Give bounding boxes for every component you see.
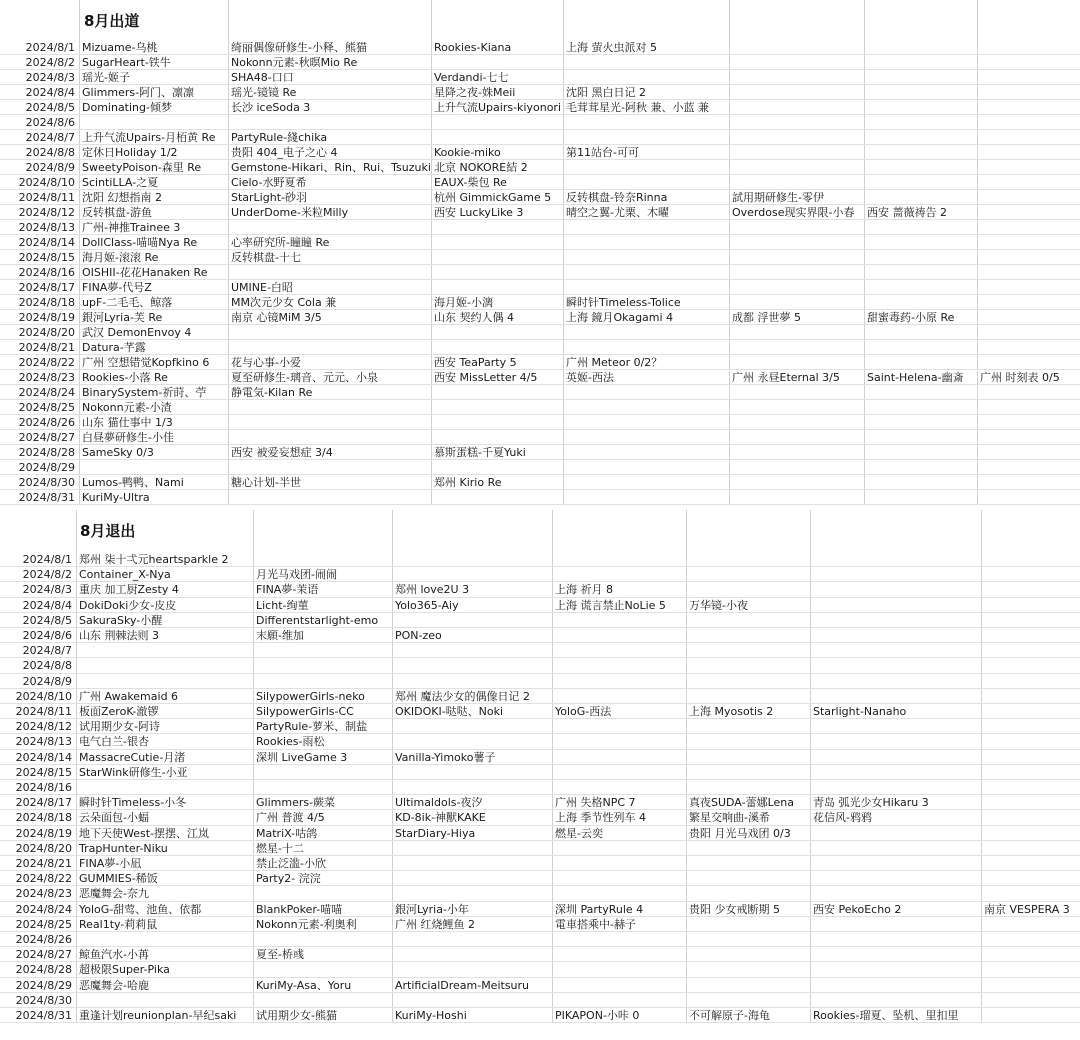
entry-cell[interactable]: StarDiary-Hiya	[395, 826, 476, 840]
row-divider	[0, 504, 1080, 505]
date-cell[interactable]: 2024/8/26	[15, 933, 72, 946]
entry-cell[interactable]: YoloG-西法	[555, 705, 612, 718]
date-cell[interactable]: 2024/8/9	[25, 161, 75, 174]
entry-cell[interactable]: 山东 契约人偶 4	[434, 311, 514, 324]
entry-cell[interactable]: PIKAPON-小咔 0	[555, 1009, 640, 1022]
entry-cell[interactable]: 沈阳 幻想指南 2	[82, 191, 162, 204]
entry-cell[interactable]: 西安 TeaParty 5	[434, 356, 517, 369]
entry-cell[interactable]: TrapHunter-Niku	[79, 841, 168, 855]
entry-cell[interactable]: Dominating-倾梦	[82, 101, 172, 114]
date-cell[interactable]: 2024/8/23	[18, 371, 75, 384]
entry-cell[interactable]: 瑶光-姬子	[82, 71, 130, 84]
date-cell[interactable]: 2024/8/6	[25, 116, 75, 129]
entry-cell[interactable]: GUMMIES-稀饭	[79, 872, 158, 886]
entry-cell[interactable]: 海月姬-小漓	[434, 296, 493, 309]
entry-cell[interactable]: 禁止泛滥-小欣	[256, 857, 326, 870]
entry-cell[interactable]: 反转棋盘-游鱼	[82, 206, 152, 219]
date-cell[interactable]: 2024/8/5	[25, 101, 75, 114]
entry-cell[interactable]: 武汉 DemonEnvoy 4	[82, 326, 192, 339]
date-cell[interactable]: 2024/8/7	[22, 644, 72, 658]
date-cell[interactable]: 2024/8/12	[18, 206, 75, 219]
row-divider	[0, 946, 1080, 947]
entry-cell[interactable]: upF-二毛毛、鲸落	[82, 296, 173, 309]
date-cell[interactable]: 2024/8/18	[18, 296, 75, 309]
entry-cell[interactable]: 白昼夢研修生-小佳	[82, 431, 174, 444]
date-cell[interactable]: 2024/8/12	[15, 720, 72, 734]
entry-cell[interactable]: OKIDOKI-哒哒、Noki	[395, 705, 504, 718]
entry-cell[interactable]: EAUX-柴包 Re	[434, 176, 507, 189]
date-cell[interactable]: 2024/8/15	[18, 251, 75, 264]
entry-cell[interactable]: Verdandi-七七	[434, 71, 509, 84]
entry-cell[interactable]: SilypowerGirls-neko	[256, 689, 365, 703]
entry-cell[interactable]: 广州 永昼Eternal 3/5	[732, 371, 840, 384]
date-cell[interactable]: 2024/8/3	[25, 71, 75, 84]
entry-cell[interactable]: 瑶光-镜镜 Re	[231, 86, 297, 99]
entry-cell[interactable]: Ultimaldols-夜汐	[395, 796, 483, 810]
entry-cell[interactable]: UMINE-白昭	[231, 281, 293, 294]
entry-cell[interactable]: Rookies-雨松	[256, 735, 325, 749]
entry-cell[interactable]: Nokonn元素-秋暝Mio Re	[231, 56, 358, 69]
entry-cell[interactable]: 上升气流Upairs-月栢黄 Re	[82, 131, 216, 144]
row-divider	[0, 733, 1080, 734]
entry-cell[interactable]: 上海 鏡月Okagami 4	[566, 311, 674, 324]
entry-cell[interactable]: 上海 季节性列车 4	[555, 811, 646, 825]
date-cell[interactable]: 2024/8/4	[25, 86, 75, 99]
entry-cell[interactable]: 广州 时刻表 0/5	[980, 371, 1060, 384]
row-divider	[0, 885, 1080, 886]
date-cell[interactable]: 2024/8/30	[18, 476, 75, 489]
entry-cell[interactable]: 广州 普渡 4/5	[256, 811, 325, 825]
entry-cell[interactable]: 西安 MissLetter 4/5	[434, 371, 538, 384]
row-divider	[0, 992, 1080, 993]
entry-cell[interactable]: 晴空之翼-尤栗、木曜	[566, 206, 669, 219]
entry-cell[interactable]: 广州 Awakemaid 6	[79, 689, 179, 703]
entry-cell[interactable]: FINA夢-代号Z	[82, 281, 152, 294]
entry-cell[interactable]: Glimmers-阿门、凛凛	[82, 86, 195, 99]
entry-cell[interactable]: 郑州 魔法少女的偶像日记 2	[395, 689, 530, 703]
date-cell[interactable]: 2024/8/8	[22, 659, 72, 673]
date-cell[interactable]: 2024/8/25	[18, 401, 75, 414]
date-cell[interactable]: 2024/8/26	[18, 416, 75, 429]
entry-cell[interactable]: 板面ZeroK-澈锣	[79, 705, 159, 718]
date-cell[interactable]: 2024/8/22	[15, 872, 72, 886]
row-divider	[0, 642, 1080, 643]
date-cell[interactable]: 2024/8/28	[18, 446, 75, 459]
entry-cell[interactable]: SakuraSky-小醒	[79, 613, 163, 627]
entry-cell[interactable]: 郑州 柒十弌元heartsparkle 2	[79, 553, 229, 566]
entry-cell[interactable]: Gemstone-Hikari、Rin、Rui、Tsuzuki	[231, 161, 431, 174]
entry-cell[interactable]: 万华镜-小夜	[689, 598, 748, 612]
entry-cell[interactable]: MatriX-咕鸽	[256, 826, 318, 840]
date-cell[interactable]: 2024/8/13	[18, 221, 75, 234]
debut-sheet	[0, 0, 1080, 510]
entry-cell[interactable]: 广州 失格NPC 7	[555, 796, 636, 810]
entry-cell[interactable]: 北京 NOKORE結 2	[434, 161, 528, 174]
date-cell[interactable]: 2024/8/14	[18, 236, 75, 249]
entry-cell[interactable]: PartyRule-萝米、制盐	[256, 720, 368, 734]
entry-cell[interactable]: BlankPoker-喵喵	[256, 902, 343, 916]
entry-cell[interactable]: KD-8ik-神獸KAKE	[395, 811, 486, 825]
entry-cell[interactable]: DokiDoki少女-皮皮	[79, 598, 177, 612]
date-cell[interactable]: 2024/8/21	[18, 341, 75, 354]
date-cell[interactable]: 2024/8/24	[15, 902, 72, 916]
entry-cell[interactable]: 西安 被爱妄想症 3/4	[231, 446, 333, 459]
entry-cell[interactable]: 西安 LuckyLike 3	[434, 206, 524, 219]
entry-cell[interactable]: 贵阳 404_电子之心 4	[231, 146, 338, 159]
entry-cell[interactable]: 第11站台-可可	[566, 146, 639, 159]
entry-cell[interactable]: Saint-Helena-幽斎	[867, 371, 964, 384]
entry-cell[interactable]: FINA夢-小凪	[79, 857, 142, 870]
entry-cell[interactable]: SHA48-口口	[231, 71, 294, 84]
entry-cell[interactable]: StarLight-砂羽	[231, 191, 307, 204]
entry-cell[interactable]: 月光马戏团-闹闹	[256, 568, 337, 582]
entry-cell[interactable]: 上海 Myosotis 2	[689, 705, 774, 718]
entry-cell[interactable]: ScintiLLA-之夏	[82, 176, 159, 189]
entry-cell[interactable]: 杭州 GimmickGame 5	[434, 191, 552, 204]
date-cell[interactable]: 2024/8/19	[15, 826, 72, 840]
entry-cell[interactable]: 超极限Super-Pika	[79, 963, 170, 977]
date-cell[interactable]: 2024/8/27	[15, 948, 72, 962]
date-cell[interactable]: 2024/8/2	[22, 568, 72, 582]
entry-cell[interactable]: 西安 蔷薇祷告 2	[867, 206, 947, 219]
date-cell[interactable]: 2024/8/14	[15, 750, 72, 764]
date-cell[interactable]: 2024/8/11	[15, 705, 72, 718]
entry-cell[interactable]: 试用期少女-熊猫	[256, 1009, 337, 1022]
entry-cell[interactable]: SameSky 0/3	[82, 446, 154, 459]
entry-cell[interactable]: 电气白兰-银杏	[79, 735, 149, 749]
date-cell[interactable]: 2024/8/31	[15, 1009, 72, 1022]
entry-cell[interactable]: YoloG-甜莺、池鱼、依都	[79, 902, 202, 916]
entry-cell[interactable]: 燃星-云奕	[555, 826, 603, 840]
entry-cell[interactable]: 长沙 iceSoda 3	[231, 101, 311, 114]
entry-cell[interactable]: 广州-神推Trainee 3	[82, 221, 181, 234]
entry-cell[interactable]: 恶魔舞会-哈鹿	[79, 978, 149, 992]
entry-cell[interactable]: 試用期研修生-零伊	[732, 191, 824, 204]
entry-cell[interactable]: 云朵面包-小蝠	[79, 811, 149, 825]
entry-cell[interactable]: Differentstarlight-emo	[256, 613, 379, 627]
row-divider	[0, 931, 1080, 932]
date-cell[interactable]: 2024/8/7	[25, 131, 75, 144]
entry-cell[interactable]: OISHII-花花Hanaken Re	[82, 266, 208, 279]
entry-cell[interactable]: PartyRule-綫chika	[231, 131, 328, 144]
entry-cell[interactable]: Kookie-miko	[434, 146, 501, 159]
entry-cell[interactable]: 花与心事-小爱	[231, 356, 301, 369]
entry-cell[interactable]: 重庆 加工厨Zesty 4	[79, 583, 179, 597]
entry-cell[interactable]: 心率研究所-瞳瞳 Re	[231, 236, 330, 249]
debut-title: 8月出道	[84, 12, 140, 30]
entry-cell[interactable]: Rookies-瑠夏、坠机、里扣里	[813, 1009, 959, 1022]
date-cell[interactable]: 2024/8/31	[18, 491, 75, 504]
entry-cell[interactable]: 反转棋盘-十七	[231, 251, 301, 264]
entry-cell[interactable]: KuriMy-Ultra	[82, 491, 150, 504]
date-cell[interactable]: 2024/8/21	[15, 857, 72, 870]
date-cell[interactable]: 2024/8/27	[18, 431, 75, 444]
entry-cell[interactable]: 糖心计划-半世	[231, 476, 301, 489]
date-cell[interactable]: 2024/8/10	[15, 689, 72, 703]
entry-cell[interactable]: 夏至-桥彧	[256, 948, 304, 962]
entry-cell[interactable]: 瞬时针Timeless-Tolice	[566, 296, 681, 309]
entry-cell[interactable]: KuriMy-Hoshi	[395, 1009, 467, 1022]
row-divider	[0, 459, 1080, 460]
entry-cell[interactable]: 静電気-Kilan Re	[231, 386, 313, 399]
entry-cell[interactable]: 瞬时针Timeless-小冬	[79, 796, 187, 810]
entry-cell[interactable]: 上升气流Upairs-kiyonori	[434, 101, 561, 114]
entry-cell[interactable]: MassacreCutie-月渚	[79, 750, 186, 764]
date-cell[interactable]: 2024/8/16	[15, 781, 72, 794]
entry-cell[interactable]: 沈阳 黑白日记 2	[566, 86, 646, 99]
entry-cell[interactable]: 真夜SUDA-蕾娜Lena	[689, 796, 794, 810]
entry-cell[interactable]: 成都 浮世夢 5	[732, 311, 801, 324]
retire-sheet	[0, 510, 1080, 1040]
entry-cell[interactable]: MM次元少女 Cola 兼	[231, 296, 337, 309]
entry-cell[interactable]: SugarHeart-铁牛	[82, 56, 171, 69]
entry-cell[interactable]: UnderDome-米粒Milly	[231, 206, 349, 219]
entry-cell[interactable]: Starlight-Nanaho	[813, 705, 907, 718]
entry-cell[interactable]: 不可解原子-海龟	[689, 1009, 770, 1022]
entry-cell[interactable]: Glimmers-蕨菜	[256, 796, 336, 810]
entry-cell[interactable]: 銀河Lyria-芙 Re	[82, 311, 163, 324]
entry-cell[interactable]: 南京 VESPERA 3	[984, 902, 1070, 916]
date-cell[interactable]: 2024/8/20	[18, 326, 75, 339]
date-cell[interactable]: 2024/8/3	[22, 583, 72, 597]
entry-cell[interactable]: 銀河Lyria-小年	[395, 902, 469, 916]
date-cell[interactable]: 2024/8/5	[22, 613, 72, 627]
entry-cell[interactable]: Mizuame-乌桃	[82, 41, 158, 54]
date-cell[interactable]: 2024/8/19	[18, 311, 75, 324]
entry-cell[interactable]: 贵阳 月光马戏团 0/3	[689, 826, 791, 840]
date-cell[interactable]: 2024/8/23	[15, 887, 72, 901]
entry-cell[interactable]: 郑州 Kirio Re	[434, 476, 502, 489]
entry-cell[interactable]: Vanilla-Yimoko薯子	[395, 750, 496, 764]
date-cell[interactable]: 2024/8/8	[25, 146, 75, 159]
date-cell[interactable]: 2024/8/1	[25, 41, 75, 54]
entry-cell[interactable]: 西安 PekoEcho 2	[813, 902, 902, 916]
entry-cell[interactable]: Datura-芊露	[82, 341, 146, 354]
date-cell[interactable]: 2024/8/9	[22, 674, 72, 688]
date-cell[interactable]: 2024/8/6	[22, 629, 72, 642]
entry-cell[interactable]: ArtificialDream-Meitsuru	[395, 978, 530, 992]
date-cell[interactable]: 2024/8/13	[15, 735, 72, 749]
entry-cell[interactable]: 花信风-鸦鸦	[813, 811, 872, 825]
date-cell[interactable]: 2024/8/17	[18, 281, 75, 294]
entry-cell[interactable]: 定休日Holiday 1/2	[82, 146, 178, 159]
entry-cell[interactable]: 广州 Meteor 0/2？	[566, 356, 663, 369]
entry-cell[interactable]: 深圳 LiveGame 3	[256, 750, 348, 764]
entry-cell[interactable]: 星降之夜-姝Meii	[434, 86, 516, 99]
row-divider	[0, 870, 1080, 871]
date-cell[interactable]: 2024/8/2	[25, 56, 75, 69]
date-cell[interactable]: 2024/8/18	[15, 811, 72, 825]
entry-cell[interactable]: 广州 红烧鲤鱼 2	[395, 917, 475, 931]
entry-cell[interactable]: 上海 谎言禁止NoLie 5	[555, 598, 666, 612]
date-cell[interactable]: 2024/8/29	[15, 978, 72, 992]
entry-cell[interactable]: Nokonn元素-小渣	[82, 401, 172, 414]
date-cell[interactable]: 2024/8/22	[18, 356, 75, 369]
entry-cell[interactable]: Party2- 浣浣	[256, 872, 321, 886]
entry-cell[interactable]: 南京 心镜MiM 3/5	[231, 311, 322, 324]
date-cell[interactable]: 2024/8/11	[18, 191, 75, 204]
date-cell[interactable]: 2024/8/29	[18, 461, 75, 474]
entry-cell[interactable]: 绮丽偶像研修生-小释、熊猫	[231, 41, 367, 54]
entry-cell[interactable]: StarWink研修生-小亚	[79, 765, 188, 779]
entry-cell[interactable]: 英姬-西法	[566, 371, 614, 384]
entry-cell[interactable]: 郑州 love2U 3	[395, 583, 470, 597]
entry-cell[interactable]: Rookies-小落 Re	[82, 371, 168, 384]
entry-cell[interactable]: Cielo-水野夏希	[231, 176, 307, 189]
entry-cell[interactable]: 甜蜜毒药-小原 Re	[867, 311, 955, 324]
entry-cell[interactable]: KuriMy-Asa、Yoru	[256, 978, 352, 992]
entry-cell[interactable]: BinarySystem-祈莳、苧	[82, 386, 207, 399]
entry-cell[interactable]: Licht-绚菫	[256, 598, 309, 612]
date-cell[interactable]: 2024/8/16	[18, 266, 75, 279]
entry-cell[interactable]: 反转棋盘-铃奈Rinna	[566, 191, 668, 204]
entry-cell[interactable]: 试用期少女-阿诗	[79, 720, 160, 734]
retire-title: 8月退出	[80, 522, 136, 540]
entry-cell[interactable]: 重逢计划reunionplan-早纪saki	[79, 1009, 237, 1022]
entry-cell[interactable]: 慕斯蛋糕-千夏Yuki	[434, 446, 526, 459]
entry-cell[interactable]: 海月姬-滚滚 Re	[82, 251, 159, 264]
date-cell[interactable]: 2024/8/20	[15, 841, 72, 855]
entry-cell[interactable]: 燃星-十二	[256, 841, 304, 855]
entry-cell[interactable]: Container_X-Nya	[79, 568, 171, 582]
entry-cell[interactable]: 贵阳 少女戒断期 5	[689, 902, 780, 916]
date-cell[interactable]: 2024/8/10	[18, 176, 75, 189]
entry-cell[interactable]: Yolo365-Aiy	[395, 598, 459, 612]
date-cell[interactable]: 2024/8/15	[15, 765, 72, 779]
entry-cell[interactable]: SilypowerGirls-CC	[256, 705, 354, 718]
entry-cell[interactable]: 上海 萤火虫派对 5	[566, 41, 657, 54]
entry-cell[interactable]: PON-zeo	[395, 629, 442, 642]
entry-cell[interactable]: 繁星交响曲-溪希	[689, 811, 770, 825]
entry-cell[interactable]: 夏至研修生-璃音、元元、小泉	[231, 371, 378, 384]
row-divider	[0, 718, 1080, 719]
entry-cell[interactable]: 毛茸茸星光-阿秋 兼、小蓝 兼	[566, 101, 709, 114]
date-cell[interactable]: 2024/8/30	[15, 993, 72, 1007]
date-cell[interactable]: 2024/8/28	[15, 963, 72, 977]
entry-cell[interactable]: Real1ty-莉莉鼠	[79, 917, 158, 931]
date-cell[interactable]: 2024/8/24	[18, 386, 75, 399]
entry-cell[interactable]: 广州 空想错觉Kopfkino 6	[82, 356, 210, 369]
date-cell[interactable]: 2024/8/1	[22, 553, 72, 566]
entry-cell[interactable]: 末願-维加	[256, 629, 304, 642]
entry-cell[interactable]: SweetyPoison-森里 Re	[82, 161, 202, 174]
date-cell[interactable]: 2024/8/17	[15, 796, 72, 810]
entry-cell[interactable]: 上海 祈月 8	[555, 583, 613, 597]
entry-cell[interactable]: 恶魔舞会-奈九	[79, 887, 149, 901]
entry-cell[interactable]: 深圳 PartyRule 4	[555, 902, 644, 916]
entry-cell[interactable]: FINA夢-茉语	[256, 583, 319, 597]
entry-cell[interactable]: 地下天使West-摆摆、江岚	[79, 826, 210, 840]
entry-cell[interactable]: Nokonn元素-利奥利	[256, 917, 357, 931]
entry-cell[interactable]: 電車搭乘中-赫子	[555, 917, 636, 931]
entry-cell[interactable]: 山东 猫仕事中 1/3	[82, 416, 173, 429]
date-cell[interactable]: 2024/8/25	[15, 917, 72, 931]
entry-cell[interactable]: 鲸鱼汽水-小苒	[79, 948, 149, 962]
row-divider	[0, 657, 1080, 658]
entry-cell[interactable]: Overdose现实界限-小春	[732, 206, 855, 219]
row-divider	[0, 673, 1080, 674]
entry-cell[interactable]: 山东 荆棘法则 3	[79, 629, 159, 642]
entry-cell[interactable]: DollClass-喵喵Nya Re	[82, 236, 198, 249]
entry-cell[interactable]: 青岛 弧光少女Hikaru 3	[813, 796, 929, 810]
entry-cell[interactable]: Lumos-鸭鸭、Nami	[82, 476, 184, 489]
date-cell[interactable]: 2024/8/4	[22, 598, 72, 612]
entry-cell[interactable]: Rookies-Kiana	[434, 41, 512, 54]
